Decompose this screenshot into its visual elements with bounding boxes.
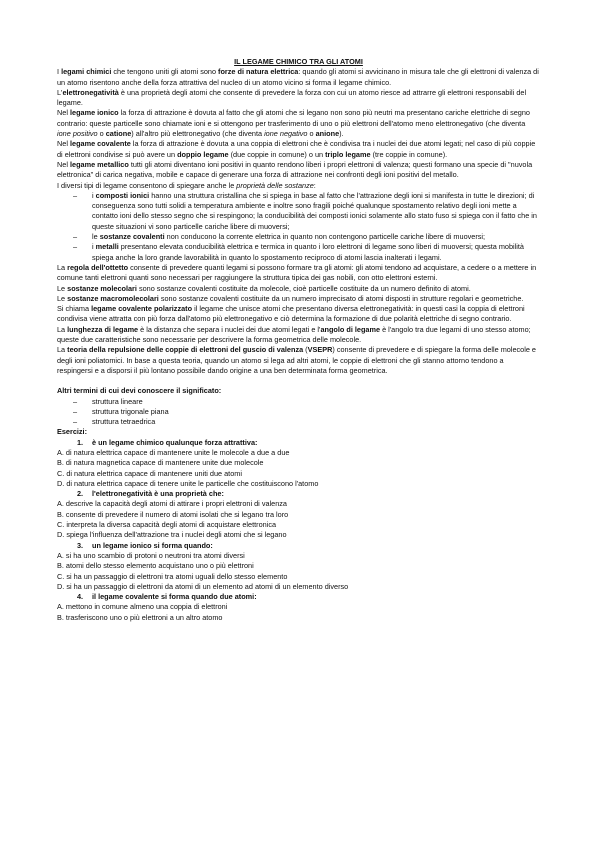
document-title: IL LEGAME CHIMICO TRA GLI ATOMI <box>234 57 363 66</box>
document-page <box>57 57 540 623</box>
answer-option: B. trasferiscono uno o più elettroni a un altro atomo <box>57 612 223 622</box>
list-item: – struttura trigonale piana <box>73 406 169 416</box>
question-2 <box>57 489 540 540</box>
paragraph-sostanze-macromolecolari: Le sostanze macromolecolari sono sostanze covalenti costituite da un numero imprecisato di atomi disposti in strutture regolari e geometriche. <box>57 293 524 303</box>
paragraph-legame-metallico: Nel legame metallico tutti gli atomi diventano ioni positivi in quanto rendono liberi i propri elettroni di valenza; questi formano una specie di "nuvola elettronica" di carica negativa, mobile e capace di generare una forza di attrazione nei confronti degli ioni positivi del metallo. <box>57 159 533 180</box>
paragraph-legame-polarizzato: Si chiama legame covalente polarizzato il legame che unisce atomi che presentano diversa elettronegatività: in questi casi la coppia di elettroni condivisa viene attratta con più forza dall'atomo più elettronegativo e ciò determina la formazione di due polarità elettriche di segno contrario. <box>57 304 525 324</box>
list-item: – struttura tetraedrica <box>73 417 156 427</box>
answer-option: A. descrive la capacità degli atomi di attirare i propri elettroni di valenza <box>57 499 287 509</box>
paragraph-legami-chimici: I legami chimici che tengono uniti gli atomi sono forze di natura elettrica: quando gli atomi si avvicinano in misura tale che gli elettroni di valenza di un atomo risentono anche della forza attrattiva del nucleo di un atomo vicino si forma il legame chimico. <box>57 67 539 87</box>
answer-option: D. spiega l'influenza dell'attrazione tra i nuclei degli atomi che si legano <box>57 530 287 540</box>
answer-option: B. consente di prevedere il numero di atomi isolati che si legano tra loro <box>57 509 289 519</box>
answer-option: C. interpreta la diversa capacità degli atomi di acquistare elettronica <box>57 520 277 530</box>
paragraph-sostanze-molecolari: Le sostanze molecolari sono sostanze covalenti costituite da molecole, cioè particelle costituite da un numero definito di atomi. <box>57 283 471 293</box>
answer-option: A. si ha uno scambio di protoni o neutroni tra atomi diversi <box>57 550 245 560</box>
list-item: – le sostanze covalenti non conducono la corrente elettrica in quanto non contengono particelle cariche libere di muoversi; <box>73 232 486 242</box>
paragraph-legame-ionico: Nel legame ionico la forza di attrazione è dovuta al fatto che gli atomi che si legano non sono più neutri ma presentano cariche elettriche di segno contrario: queste particelle sono chiamate ioni e si ottengono per trasferimento di uno o più elettroni dell'atomo meno elettronegativo (che diventa ione positivo o catione) all'altro più elettronegativo (che diventa ione negativo o anione). <box>57 108 530 139</box>
question-text: 3. un legame ionico si forma quando: <box>77 540 213 550</box>
list-item: – struttura lineare <box>73 396 143 406</box>
question-3 <box>57 541 540 592</box>
paragraph-legame-covalente: Nel legame covalente la forza di attrazione è dovuta a una coppia di elettroni che è condivisa tra i nuclei dei due atomi legati; nel caso di più coppie di elettroni condivise si può avere un doppio legame (due coppie in comune) o un triplo legame (tre coppie in comune). <box>57 139 536 159</box>
answer-option: A. di natura elettrica capace di mantenere unite le molecole a due a due <box>57 447 290 457</box>
exercises-heading: Esercizi: <box>57 427 88 437</box>
paragraph-regola-ottetto: La regola dell'ottetto consente di prevedere quanti legami si possono formare tra gli atomi: gli atomi tendono ad acquistare, a cedere o a mettere in comune tanti elettroni quanti sono necessari per raggiungere la struttura tipica dei gas nobili, con otto elettroni esterni. <box>57 262 537 283</box>
paragraph-lunghezza-legame: La lunghezza di legame è la distanza che separa i nuclei dei due atomi legati e l'angolo di legame è l'angolo tra due legami di uno stesso atomo; queste due caratteristiche sono necessarie per descrivere la forma geometrica delle molecole. <box>57 324 531 345</box>
answer-option: B. atomi dello stesso elemento acquistano uno o più elettroni <box>57 561 254 571</box>
answer-option: A. mettono in comune almeno una coppia di elettroni <box>57 602 228 612</box>
question-4 <box>57 592 540 623</box>
terms-heading: Altri termini di cui devi conoscere il significato: <box>57 386 222 396</box>
list-item: – i metalli presentano elevata conducibilità elettrica e termica in quanto i loro elettroni di legame sono liberi di muoversi; questa mobilità spiega anche la loro grande lavorabilità in quanto lo spostamento reciproco di atomi lascia inalterati i legami. <box>73 242 524 262</box>
answer-option: D. si ha un passaggio di elettroni da atomi di un elemento ad atomi di un elemento diverso <box>57 581 349 591</box>
list-item: – i composti ionici hanno una struttura cristallina che si spiega in base al fatto che l'attrazione degli ioni si manifesta in tutte le direzioni; di conseguenza sono tutti solidi a temperatura ambiente e inoltre sono fragili poiché qualunque spostamento relativo degli ioni mette a contatto ioni dello stesso segno che si respingono; la conducibilità dei composti ionici solamente allo stato fuso si spiega con il fatto che in queste situazioni vi sono particelle cariche libere di muoversi; <box>73 190 537 231</box>
answer-option: C. si ha un passaggio di elettroni tra atomi uguali dello stesso elemento <box>57 571 288 581</box>
paragraph-elettronegativita: L'elettronegatività è una proprietà degli atomi che consente di prevedere la forza con cui un atomo riesce ad attrarre gli elettroni responsabili del legame. <box>57 87 527 108</box>
answer-option: C. di natura elettrica capace di mantenere uniti due atomi <box>57 468 242 478</box>
paragraph-vsepr: La teoria della repulsione delle coppie di elettroni del guscio di valenza (VSEPR) consente di prevedere e di spiegare la forma delle molecole e degli ioni poliatomici. In base a questa teoria, quando un atomo si lega ad altri atomi, le coppie di elettroni che gli stanno attorno tendono a respingersi e a disporsi il più lontano possibile dando origine a una ben determinata forma geometrica. <box>57 345 536 375</box>
question-text: 2. l'elettronegatività è una proprietà che: <box>77 489 224 499</box>
paragraph-proprieta: I diversi tipi di legame consentono di spiegare anche le proprietà delle sostanze: <box>57 180 316 190</box>
question-text: 1. è un legame chimico qualunque forza attrattiva: <box>77 437 258 447</box>
terms-list <box>57 397 540 428</box>
properties-list <box>57 191 540 263</box>
question-1 <box>57 438 540 489</box>
answer-option: B. di natura magnetica capace di mantenere unite due molecole <box>57 458 264 468</box>
question-text: 4. il legame covalente si forma quando due atomi: <box>77 592 257 602</box>
answer-option: D. di natura elettrica capace di tenere unite le particelle che costituiscono l'atomo <box>57 478 319 488</box>
